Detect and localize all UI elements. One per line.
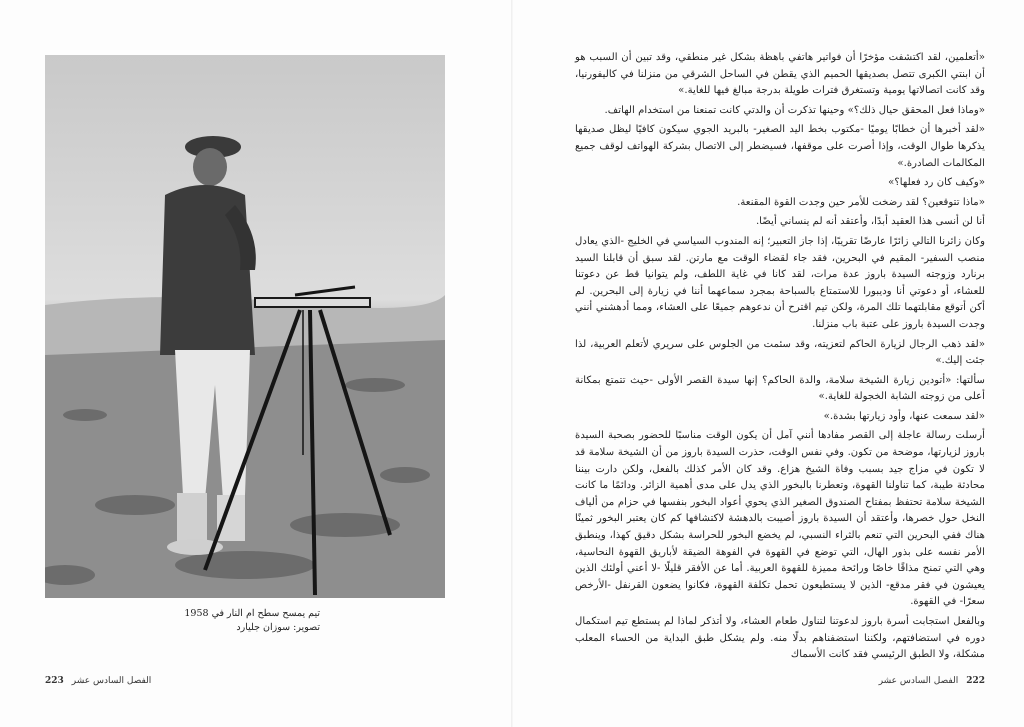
caption-credit: تصوير: سوزان جليارد xyxy=(236,622,320,633)
man-head xyxy=(193,148,227,186)
paragraph: «ماذا تتوقعين؟ لقد رضخت للأمر حين وجدت القوة المقنعة. xyxy=(737,196,985,208)
paragraph: وبالفعل استجابت أسرة باروز لدعوتنا لتناول طعام العشاء، ولا أتذكر لماذا لم يستطع تيم استكمال دوره في استضافتهم، ولكننا استضفناهم بدلًا منه. ولم يشكل طبق البداية من الحساء المعلب مشكلة، ولا الطبق الرئيسي فقد كانت الأسماك xyxy=(575,616,985,661)
photo-caption xyxy=(160,607,320,635)
paragraph: «لقد ذهب الرجال لزيارة الحاكم لتعزيته، وقد سئمت من الجلوس على سريري لأتعلم العربية، لذا جئت إليك.» xyxy=(575,338,985,367)
man-boot-left xyxy=(177,493,207,541)
page-number-right: 222 xyxy=(966,676,985,686)
caption-title: تيم يمسح سطح ام النار في 1958 xyxy=(184,608,320,619)
folio-left xyxy=(45,676,245,686)
photograph-surveyor xyxy=(45,55,445,598)
page-number-left: 223 xyxy=(45,676,64,686)
running-head-left: الفصل السادس عشر xyxy=(71,676,152,686)
paragraph: «أتعلمين، لقد اكتشفت مؤخرًا أن فواتير هاتفي باهظة بشكل غير منطقي، وقد تبين أن السبب هو أن ابنتي الكبرى تتصل بصديقها الحميم الذي يقطن في الساحل الشرقي من منزلنا في كاليفورنيا، وقد كانت اتصالاتها يومية وتستغرق فترات طويلة بدرجة مبالغ فيها للغاية.» xyxy=(575,52,985,97)
paragraph: «وكيف كان رد فعلها؟» xyxy=(888,177,985,189)
paragraph: سألتها: «أتودين زيارة الشيخة سلامة، والدة الحاكم؟ إنها سيدة القصر الأولى -حيث تتمتع بمكانة أعلى من زوجته الشابة الخجولة للغاية.» xyxy=(575,374,985,403)
running-head-right: الفصل السادس عشر xyxy=(878,676,959,686)
chapter-text xyxy=(575,50,985,661)
paragraph: «لقد سمعت عنها، وأود زيارتها بشدة.» xyxy=(823,410,985,422)
book-gutter xyxy=(511,0,513,727)
paragraph: وكان زائرنا التالي زائرًا عارضًا تقريبًا، إذا جاز التعبير؛ إنه المندوب السياسي في الخليج -الذي يعادل منصب السفير- المقيم في البحرين، فقد جاء لقضاء الوقت مع مارتن. لقد سبق أن قابلنا السيد برنارد وزوجته السيدة باروز عدة مرات، لقد كانا في غاية اللطف، ولم يتوانيا قط عن دعوتنا للعشاء، أو دعوتي أنا وديبورا للاستمتاع بالسباحة بمجرد سماعهما أننا في زيارة إلى البحرين. لم أكن أتوقع مقابلتهما تلك المرة، ولكن تيم اقترح أن ندعوهم جميعًا على العشاء، ومما أدهشني أنني وجدت السيدة باروز على عتبة باب منزلنا. xyxy=(575,235,985,330)
paragraph: أنا لن أنسى هذا العقيد أبدًا، وأعتقد أنه لم ينساني أيضًا. xyxy=(755,216,985,228)
paragraph: أرسلت رسالة عاجلة إلى القصر مفادها أنني آمل أن يكون الوقت مناسبًا للحضور بصحبة السيدة باروز لزيارتها، موضحة من تكون. وفي نفس الوقت، حذرت السيدة باروز من أن الشيخة سلامة قد لا تكون في مزاج جيد بسبب وفاة الشيخ هزاع. وقد كان الأمر كذلك بالفعل، ولكن دارت بيننا محادثة طيبة، كما تناولنا القهوة، وتعطرنا بالبخور الذي يدل على مدى أهمية الزائر. ودائمًا ما كانت الشيخة سلامة تحتفظ بمفتاح الصندوق الصغير الذي يحوي أعواد البخور بنفسها في حزام من ألياف النخل حول خصرها، وأعتقد أن السيدة باروز أصيبت بالدهشة لاكتشافها كم كان يعتبر البخور ثمينًا هناك ففي البحرين التي تنعم بالثراء النسبي، لم يخضع البخور للحراسة بشكل دقيق كهذا، وينطبق الأمر نفسه على بذور الهال، التي توضع في القهوة في الفوهة الضيقة لأباريق القهوة النحاسية، وهي التي تمنح مذاقًا خاصًا ورائحة مميزة للقهوة العربية. أما عن الأفقر قليلًا -لا أعني أولئك الذين يعيشون في فقر مدقع- الذين لا يستطيعون تحمل تكلفة القهوة، فكانوا يضعون القرنفل -الأرخص سعرًا- في القهوة. xyxy=(575,430,985,608)
paragraph: «لقد أخبرها أن خطابًا يوميًا -مكتوب بخط اليد الصغير- بالبريد الجوي سيكون كافيًا ليظل صديقها يذكرها طوال الوقت، وإذا أصرت على موقفها، فسيضطر إلى الاتصال بشركة الهواتف لوقف جميع المكالمات الصادرة.» xyxy=(575,124,985,169)
folio-right xyxy=(855,676,985,686)
tripod-table xyxy=(255,298,370,307)
paragraph: «وماذا فعل المحقق حيال ذلك؟» وحينها تذكرت أن والدتي كانت تمنعنا من استخدام الهاتف. xyxy=(604,104,985,116)
